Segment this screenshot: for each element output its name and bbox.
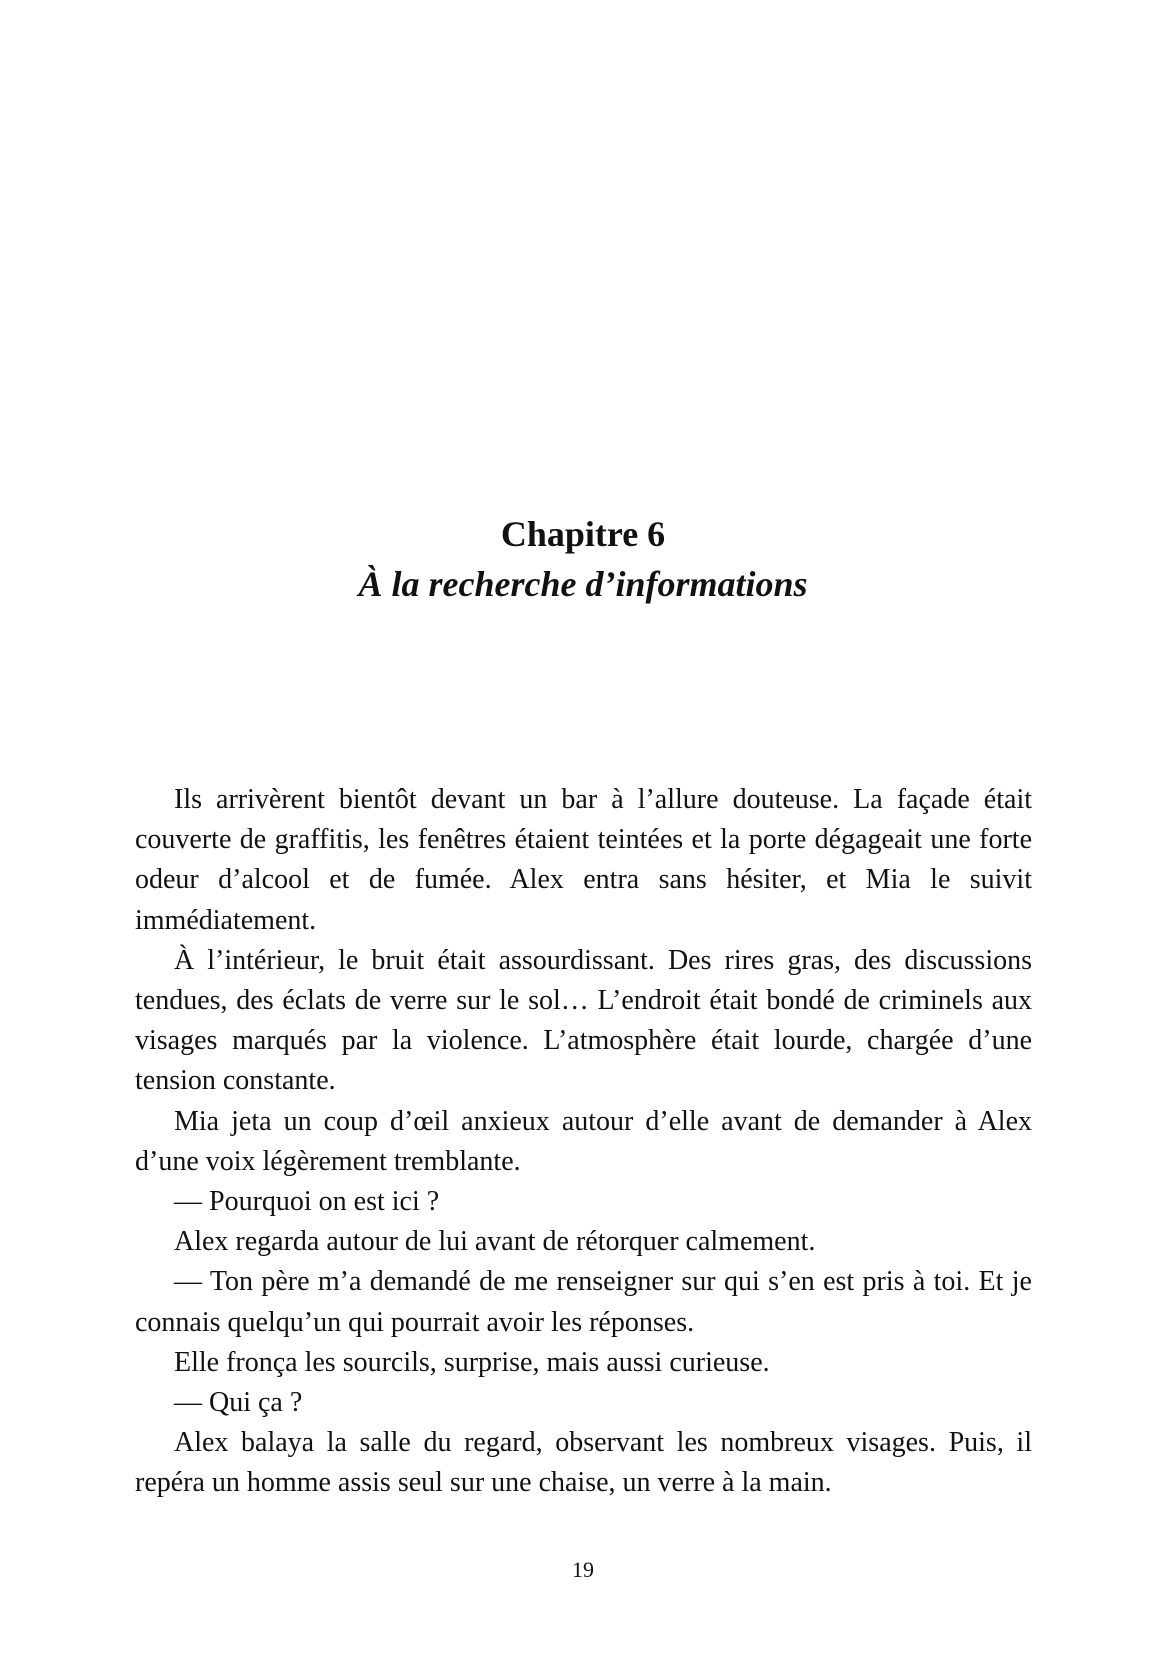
chapter-heading bbox=[0, 512, 1166, 606]
dialogue-line: — Ton père m’a demandé de me renseigner sur qui s’en est pris à toi. Et je connais quelqu’un qui pourrait avoir les réponses. bbox=[135, 1266, 1032, 1338]
paragraph: Elle fronça les sourcils, surprise, mais aussi curieuse. bbox=[174, 1346, 770, 1378]
paragraph: Alex regarda autour de lui avant de rétorquer calmement. bbox=[174, 1226, 816, 1258]
page-number: 19 bbox=[572, 1557, 594, 1582]
chapter-subtitle: À la recherche d’informations bbox=[358, 564, 808, 604]
chapter-title: Chapitre 6 bbox=[500, 514, 666, 554]
paragraph: À l’intérieur, le bruit était assourdissant. Des rires gras, des discussions tendues, des éclats de verre sur le sol… L’endroit était bondé de criminels aux visages marqués par la violence. L’atmosphère était lourde, chargée d’une tension constante. bbox=[135, 944, 1032, 1097]
paragraph: Mia jeta un coup d’œil anxieux autour d’elle avant de demander à Alex d’une voix légèrement tremblante. bbox=[135, 1105, 1032, 1177]
dialogue-line: — Qui ça ? bbox=[174, 1387, 303, 1419]
paragraph: Ils arrivèrent bientôt devant un bar à l’allure douteuse. La façade était couverte de graffitis, les fenêtres étaient teintées et la porte dégageait une forte odeur d’alcool et de fumée. Alex entra sans hésiter, et Mia le suivit immédiatement. bbox=[135, 784, 1032, 936]
dialogue-line: — Pourquoi on est ici ? bbox=[174, 1186, 440, 1218]
chapter-body bbox=[135, 780, 1032, 1504]
paragraph: Alex balaya la salle du regard, observant les nombreux visages. Puis, il repéra un homme assis seul sur une chaise, un verre à la main. bbox=[135, 1427, 1032, 1499]
